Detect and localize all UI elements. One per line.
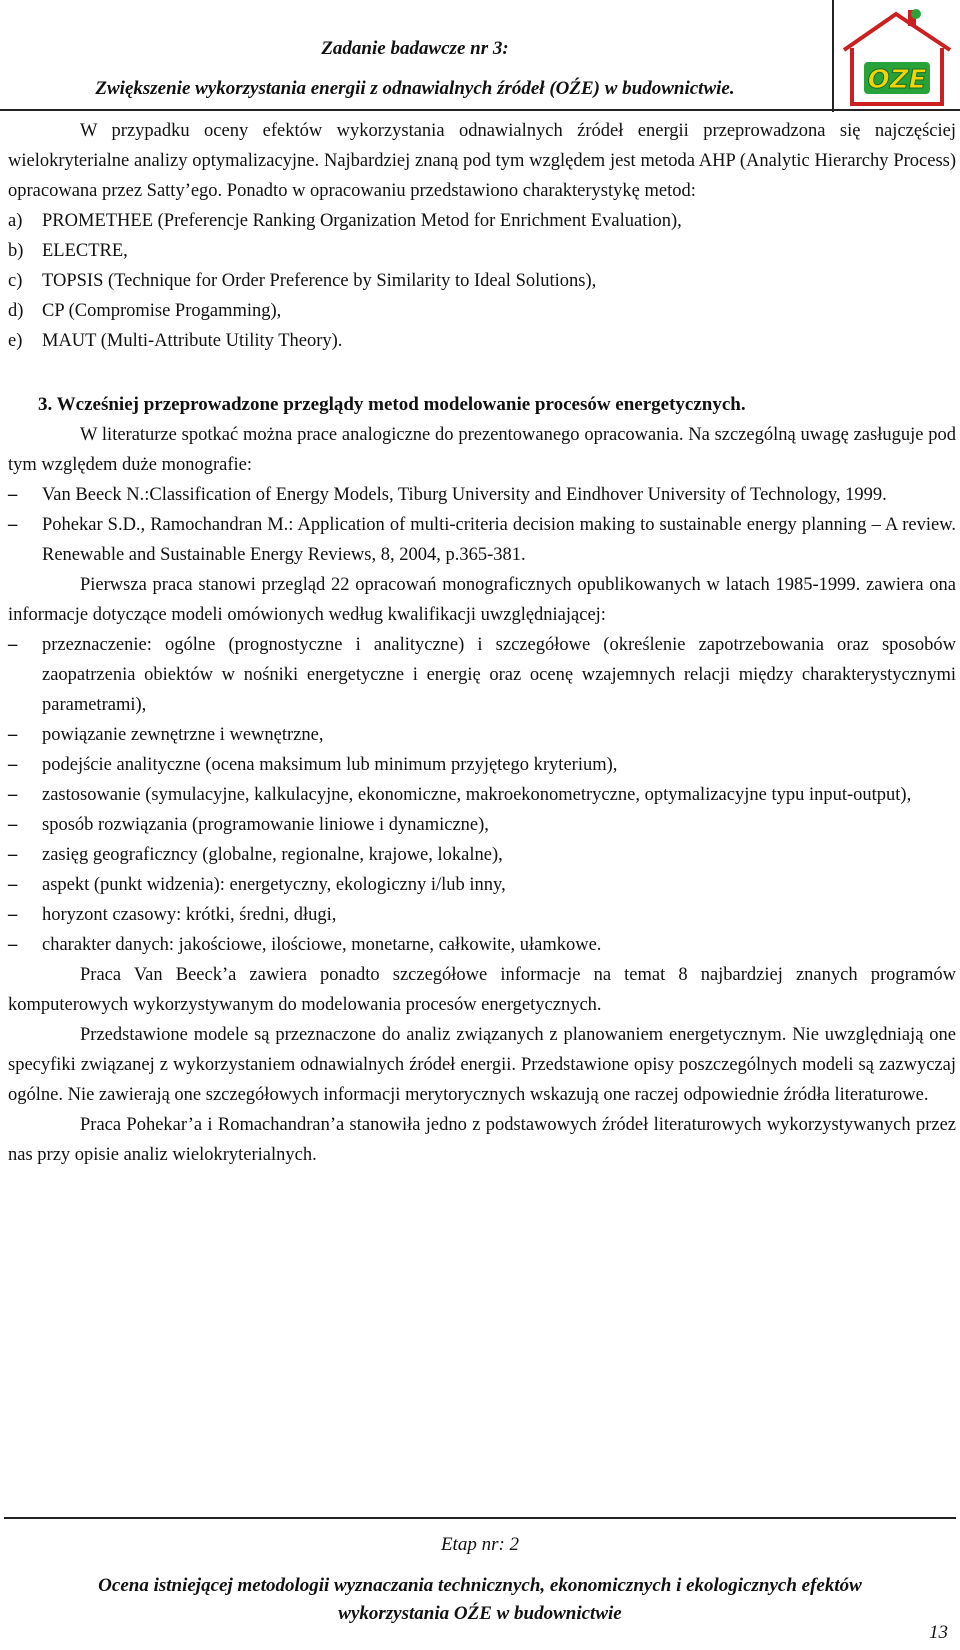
list-item: b) ELECTRE, — [8, 241, 128, 261]
section-paragraph: Praca Pohekar’a i Romachandran’a stanowiła jedno z podstawowych źródeł literaturowych wykorzystywanych przez nas przy opisie analiz wielokryterialnych. — [8, 1115, 956, 1165]
section-paragraph: Pierwsza praca stanowi przegląd 22 opracowań monograficznych opublikowanych w latach 1985-1999. zawiera ona informacje dotyczące modeli omówionych według kwalifikacji uwzględniającej: — [8, 575, 956, 625]
footer-title — [0, 1572, 960, 1628]
page-header — [0, 0, 960, 112]
list-item: a) PROMETHEE (Preferencje Ranking Organization Metod for Enrichment Evaluation), — [8, 211, 682, 231]
list-item: – podejście analityczne (ocena maksimum lub minimum przyjętego kryterium), — [8, 755, 618, 775]
intro-paragraph: W przypadku oceny efektów wykorzystania odnawialnych źródeł energii przeprowadzona się najczęściej wielokryterialne analizy optymalizacyjne. Najbardziej znaną pod tym względem jest metoda AHP (Analytic Hierarchy Process) opracowana przez Satty’ego. Ponadto w opracowaniu przedstawiono charakterystykę metod: — [8, 121, 956, 201]
list-item: – Van Beeck N.:Classification of Energy Models, Tiburg University and Eindhover University of Technology, 1999. — [8, 485, 887, 505]
footer-rule — [4, 1517, 956, 1519]
header-project-title: Zwiększenie wykorzystania energii z odnawialnych źródeł (OŹE) w budownictwie. — [95, 78, 735, 99]
header-task-title: Zadanie badawcze nr 3: — [321, 38, 509, 59]
section-paragraph: W literaturze spotkać można prace analogiczne do prezentowanego opracowania. Na szczególną uwagę zasługuje pod tym względem duże monografie: — [8, 425, 956, 475]
section-paragraph: Praca Van Beeck’a zawiera ponadto szczegółowe informacje na temat 8 najbardziej znanych programów komputerowych wykorzystywanym do modelowania procesów energetycznych. — [8, 965, 956, 1015]
list-item: – charakter danych: jakościowe, ilościowe, monetarne, całkowite, ułamkowe. — [8, 935, 602, 955]
list-item: – Pohekar S.D., Ramochandran M.: Application of multi-criteria decision making to sustainable energy planning – A review. Renewable and Sustainable Energy Reviews, 8, 2004, p.365-381. — [8, 515, 956, 565]
list-item: – zastosowanie (symulacyjne, kalkulacyjne, ekonomiczne, makroekonometryczne, optymalizacyjne typu input-output), — [8, 785, 912, 805]
reference-list — [8, 480, 956, 570]
document-body — [8, 116, 956, 1170]
page-number: 13 — [929, 1622, 948, 1643]
logo-text: OZE — [867, 65, 927, 95]
list-item: – powiązanie zewnętrzne i wewnętrzne, — [8, 725, 324, 745]
list-item: c) TOPSIS (Technique for Order Preference by Similarity to Ideal Solutions), — [8, 271, 597, 291]
list-item: – zasięg geograficzncy (globalne, regionalne, krajowe, lokalne), — [8, 845, 503, 865]
list-item: d) CP (Compromise Progamming), — [8, 301, 282, 321]
oze-house-logo — [838, 4, 956, 108]
list-item: e) MAUT (Multi-Attribute Utility Theory). — [8, 331, 343, 351]
footer-title-line2: wykorzystania OŹE w budownictwie — [338, 1603, 622, 1624]
method-list — [8, 206, 956, 356]
section-paragraph: Przedstawione modele są przeznaczone do analiz związanych z planowaniem energetycznym. Nie uwzględniają one specyfiki związanej z wykorzystaniem odnawialnych źródeł energii. Przedstawione opisy poszczególnych modeli są zazwyczaj ogólne. Nie zawierają one szczegółowych informacji merytorycznych wskazują one raczej odpowiednie źródła literaturowe. — [8, 1025, 956, 1105]
header-divider — [832, 0, 834, 112]
list-item: – horyzont czasowy: krótki, średni, długi, — [8, 905, 337, 925]
criteria-list — [8, 630, 956, 960]
section-heading: 3. Wcześniej przeprowadzone przeglądy metod modelowanie procesów energetycznych. — [38, 394, 746, 415]
list-item: – aspekt (punkt widzenia): energetyczny, ekologiczny i/lub inny, — [8, 875, 506, 895]
list-item: – sposób rozwiązania (programowanie liniowe i dynamiczne), — [8, 815, 489, 835]
header-rule — [0, 109, 960, 111]
footer-stage: Etap nr: 2 — [440, 1534, 520, 1555]
footer-title-line1: Ocena istniejącej metodologii wyznaczania technicznych, ekonomicznych i ekologicznych efektów — [98, 1575, 862, 1596]
list-item: – przeznaczenie: ogólne (prognostyczne i analityczne) i szczegółowe (określenie zapotrzebowania oraz sposobów zaopatrzenia obiektów w nośniki energetyczne i energię oraz ocenę wzajemnych relacji między charakterystycznymi parametrami), — [8, 635, 956, 715]
